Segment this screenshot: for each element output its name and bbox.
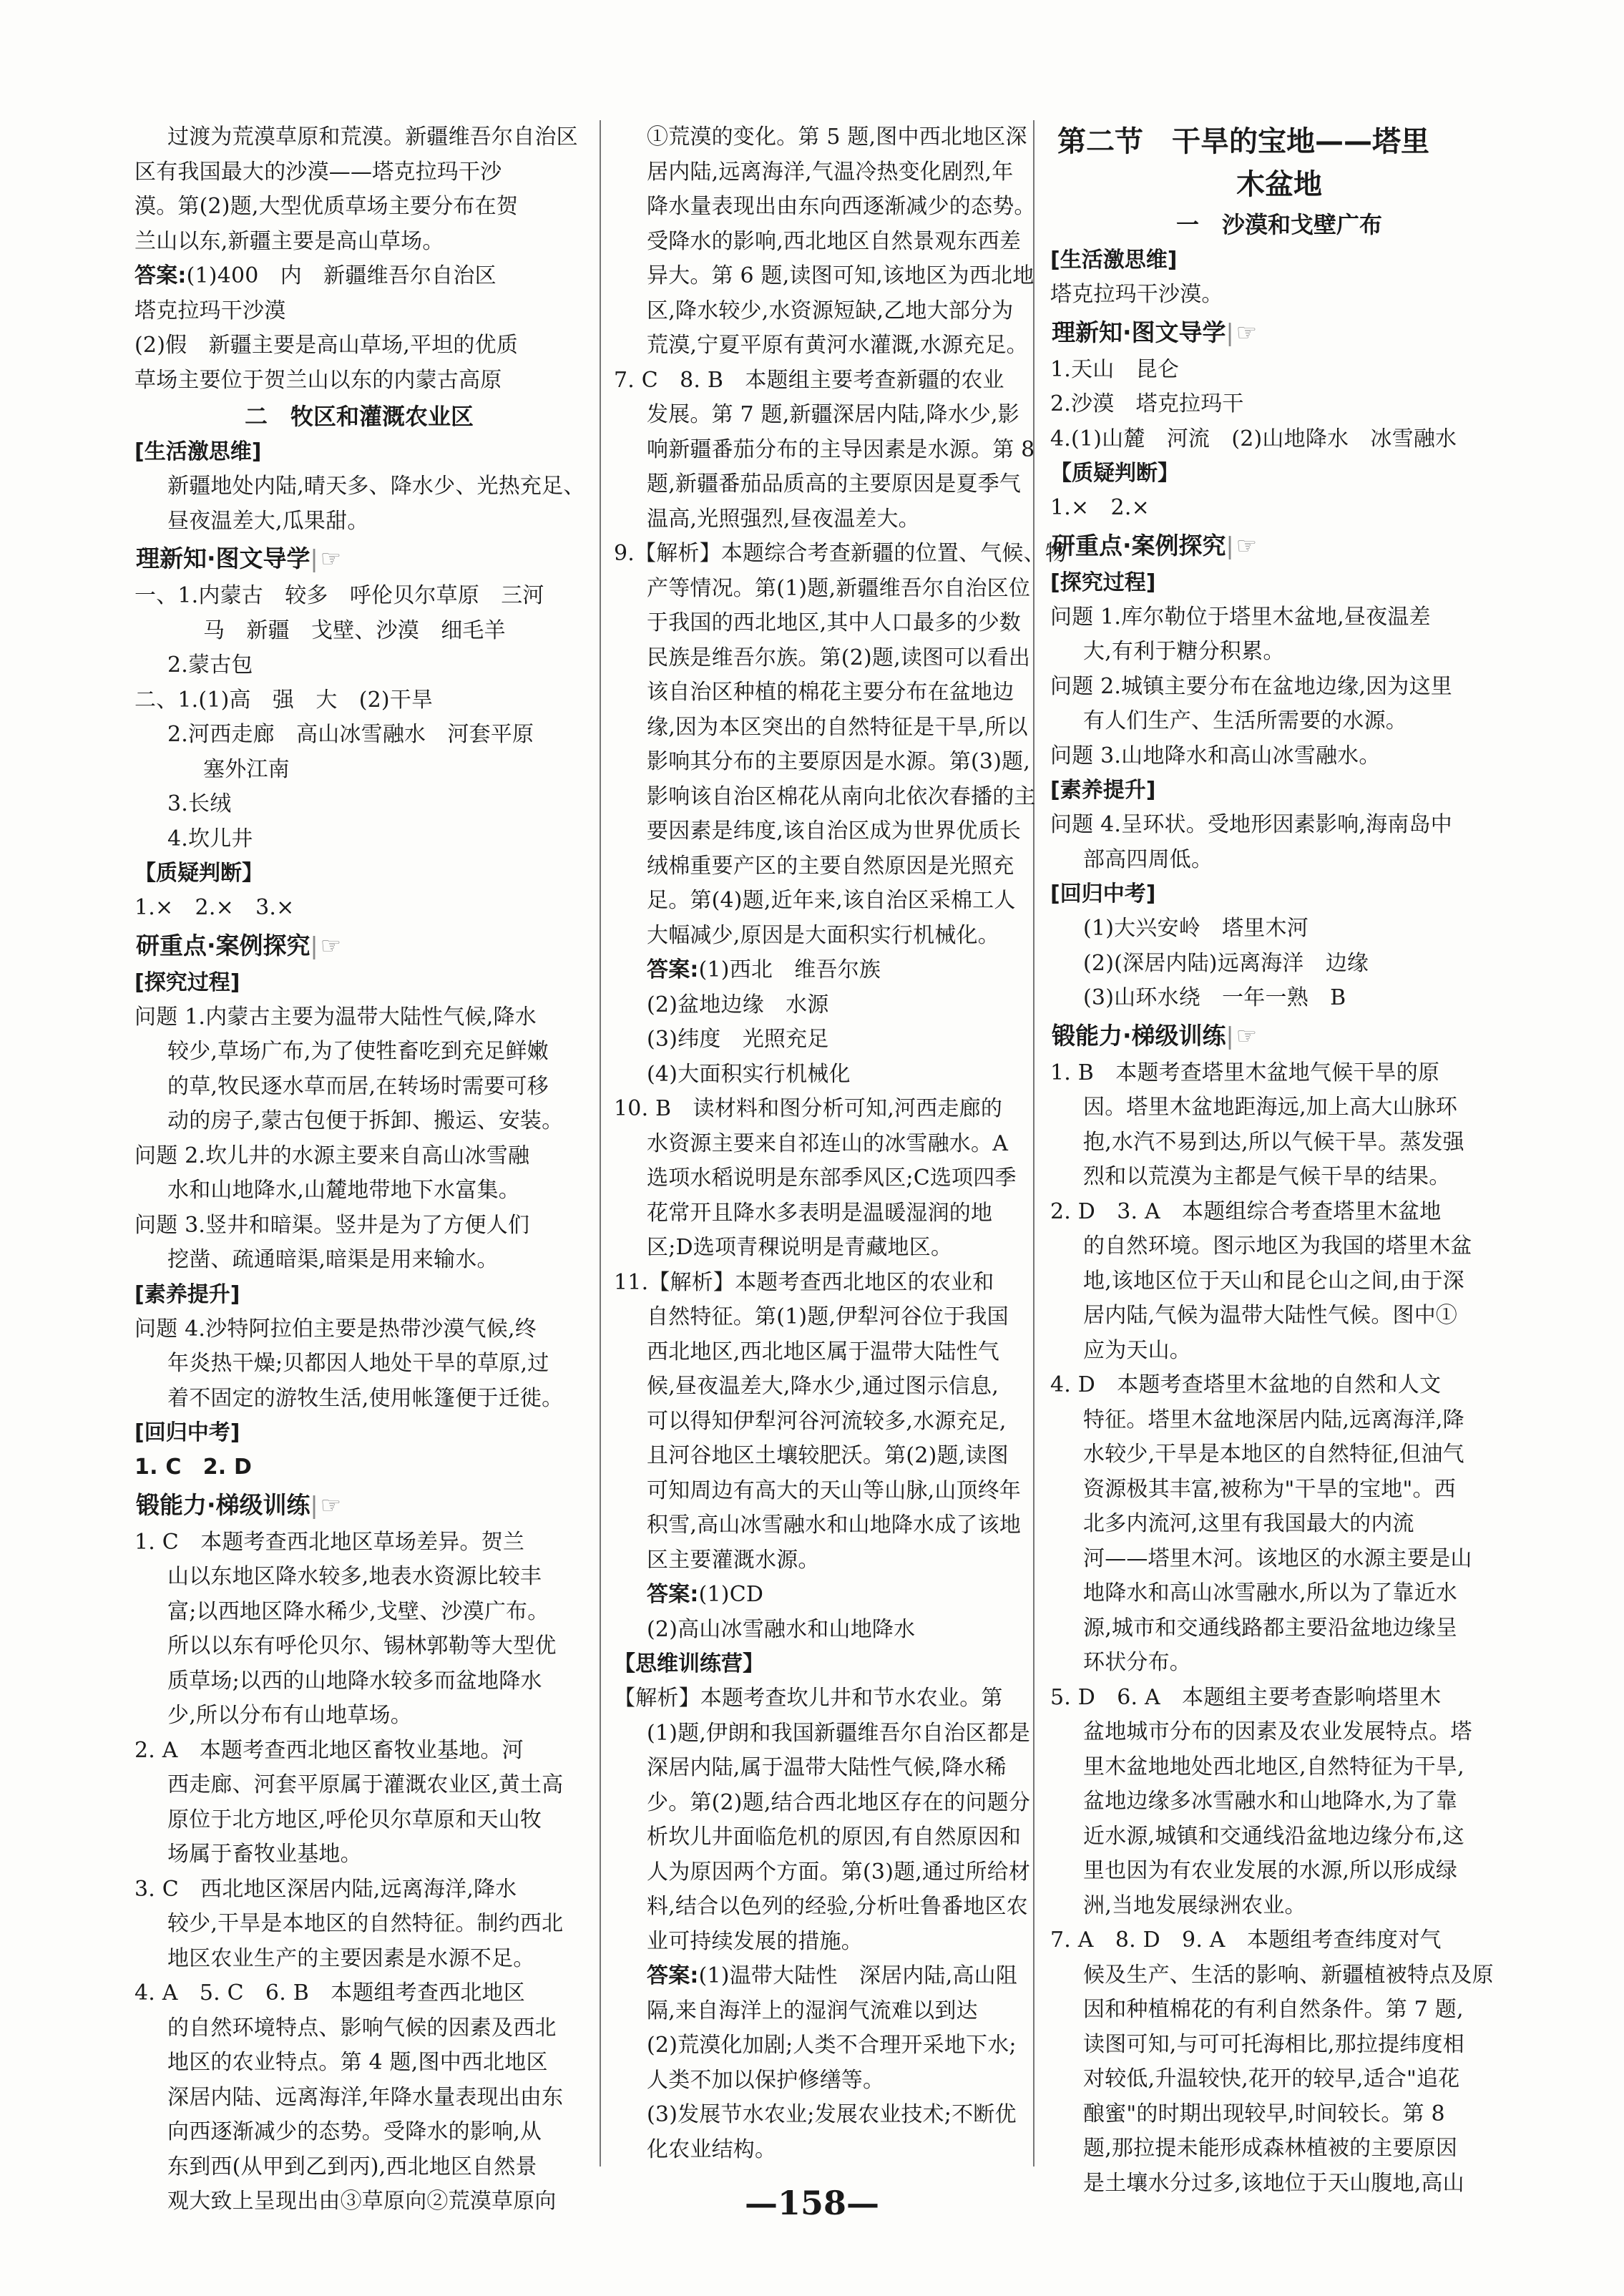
text-line: 北多内流河,这里有我国最大的内流 bbox=[1083, 1511, 1414, 1536]
answer-line: (3)发展节水农业;发展农业技术;不断优 bbox=[647, 2102, 1017, 2127]
text-line: 5. D 6. A 本题组主要考查影响塔里木 bbox=[1050, 1684, 1442, 1710]
text-line: 山以东地区降水较多,地表水资源比较丰 bbox=[167, 1564, 542, 1589]
text-line: 问题 3.山地降水和高山冰雪融水。 bbox=[1050, 743, 1381, 768]
text-line: (1)题,伊朗和我国新疆维吾尔自治区都是 bbox=[647, 1720, 1031, 1746]
text-line: 特征。塔里木盆地深居内陆,远离海洋,降 bbox=[1083, 1407, 1464, 1432]
answer-label: 答案: bbox=[647, 1582, 699, 1607]
answer-line: (2)盆地边缘 水源 bbox=[647, 992, 829, 1017]
answer-line: 人类不加以保护修缮等。 bbox=[647, 2067, 885, 2093]
list-item: 4.(1)山麓 河流 (2)山地降水 冰雪融水 bbox=[1050, 426, 1457, 451]
answer-label: 答案: bbox=[647, 957, 699, 982]
list-item: 二、1.(1)高 强 大 (2)干旱 bbox=[134, 687, 434, 713]
text-line: 地降水和高山冰雪融水,所以为了靠近水 bbox=[1083, 1581, 1458, 1606]
text-line: 11.【解析】本题考查西北地区的农业和 bbox=[614, 1269, 994, 1295]
text-line: 酿蜜"的时期出现较早,时间较长。第 8 bbox=[1083, 2101, 1445, 2126]
list-item: 4.坎儿井 bbox=[167, 826, 253, 851]
back-answers: 1. C 2. D bbox=[134, 1455, 253, 1480]
text-line: 环状分布。 bbox=[1083, 1650, 1191, 1675]
text-line: 烈和以荒漠为主都是气候干旱的结果。 bbox=[1083, 1164, 1451, 1189]
list-item: 一、1.内蒙古 较多 呼伦贝尔草原 三河 bbox=[134, 583, 544, 608]
text-line: 少,所以分布有山地草场。 bbox=[167, 1703, 412, 1728]
text-line: 问题 4.沙特阿拉伯主要是热带沙漠气候,终 bbox=[134, 1316, 537, 1342]
list-item: 2.河西走廊 高山冰雪融水 河套平原 bbox=[167, 722, 534, 747]
list-item: 2.沙漠 塔克拉玛干 bbox=[1050, 391, 1244, 416]
text-line: 着不固定的游牧生活,使用帐篷便于迁徙。 bbox=[167, 1385, 564, 1411]
text-line: 绒棉重要产区的主要自然原因是光照充 bbox=[647, 853, 1014, 879]
section-head-new-knowledge: 理新知·图文导学|☞ bbox=[136, 544, 344, 572]
text-line: 盆地城市分布的因素及农业发展特点。塔 bbox=[1083, 1719, 1472, 1744]
text-line: 且河谷地区土壤较肥沃。第(2)题,读图 bbox=[647, 1443, 1009, 1468]
pointer-icon: |☞ bbox=[310, 1490, 344, 1519]
pointer-icon: |☞ bbox=[1226, 1021, 1260, 1050]
life-label: [生活激思维] bbox=[1050, 248, 1178, 273]
column-1 bbox=[134, 120, 584, 2219]
text-line: 富;以西地区降水稀少,戈壁、沙漠广布。 bbox=[167, 1598, 549, 1624]
text-line: 选项水稻说明是东部季风区;C选项四季 bbox=[647, 1166, 1017, 1191]
answer-line: 塔克拉玛干沙漠 bbox=[134, 298, 286, 323]
text-line: 发展。第 7 题,新疆深居内陆,降水少,影 bbox=[647, 402, 1019, 427]
text-line: 问题 2.城镇主要分布在盆地边缘,因为这里 bbox=[1050, 673, 1452, 699]
text-line: 2. D 3. A 本题组综合考查塔里木盆地 bbox=[1050, 1198, 1442, 1224]
text-line: 较少,草场广布,为了使牲畜吃到充足鲜嫩 bbox=[167, 1039, 549, 1064]
text-line: 受降水的影响,西北地区自然景观东西差 bbox=[647, 228, 1022, 254]
text-line: 地区的农业特点。第 4 题,图中西北地区 bbox=[167, 2050, 548, 2075]
text-line: 料,结合以色列的经验,分析吐鲁番地区农 bbox=[647, 1894, 1028, 1919]
text-line: 【解析】本题考查坎儿井和节水农业。第 bbox=[614, 1686, 1003, 1711]
answer-line: 化农业结构。 bbox=[647, 2136, 777, 2162]
text-line: 因。塔里木盆地距海远,加上高大山脉环 bbox=[1083, 1095, 1458, 1120]
text-line: 少。第(2)题,结合西北地区存在的问题分 bbox=[647, 1789, 1031, 1815]
text-line: 影响其分布的主要原因是水源。第(3)题, bbox=[647, 749, 1031, 774]
text-line: 读图可知,与可可托海相比,那拉提纬度相 bbox=[1083, 2031, 1464, 2057]
text-line: 西走廊、河套平原属于灌溉农业区,黄土高 bbox=[167, 1772, 564, 1797]
text-line: 塔克拉玛干沙漠。 bbox=[1050, 282, 1223, 307]
text-line: 缘,因为本区突出的自然特征是干旱,所以 bbox=[647, 714, 1028, 740]
text-line: 4. A 5. C 6. B 本题组考查西北地区 bbox=[134, 1980, 525, 2006]
text-line: 问题 3.竖井和暗渠。竖井是为了方便人们 bbox=[134, 1212, 530, 1238]
text-line: 9.【解析】本题综合考查新疆的位置、气候、物 bbox=[614, 541, 1067, 566]
text-line: 场属于畜牧业基地。 bbox=[167, 1842, 362, 1867]
text-line: 水和山地降水,山麓地带地下水富集。 bbox=[167, 1178, 520, 1203]
text-line: 深居内陆、远离海洋,年降水量表现出由东 bbox=[167, 2084, 564, 2110]
answer-line: 答案:(1)CD bbox=[647, 1582, 764, 1607]
text-line: 资源极其丰富,被称为"干旱的宝地"。西 bbox=[1083, 1476, 1456, 1502]
text-line: 对较低,升温较快,花开的较早,适合"追花 bbox=[1083, 2066, 1460, 2091]
back-label: [回归中考] bbox=[1050, 881, 1156, 907]
text-line: 题,那拉提未能形成森林植被的主要原因 bbox=[1083, 2136, 1458, 2161]
subsection-title: 一 沙漠和戈壁广布 bbox=[1175, 211, 1382, 238]
text-line: 的自然环境。图示地区为我国的塔里木盆 bbox=[1083, 1234, 1472, 1259]
answer-label: 答案: bbox=[134, 263, 187, 288]
text-line: 因和种植棉花的有利自然条件。第 7 题, bbox=[1083, 1997, 1464, 2022]
text-line: 民族是维吾尔族。第(2)题,读图可以看出 bbox=[647, 645, 1031, 670]
list-item: 马 新疆 戈壁、沙漠 细毛羊 bbox=[203, 617, 506, 643]
text-line: 盆地边缘多冰雪融水和山地降水,为了靠 bbox=[1083, 1789, 1458, 1814]
text-line: 区;D选项青稞说明是青藏地区。 bbox=[647, 1235, 953, 1260]
section-head-new-knowledge: 理新知·图文导学|☞ bbox=[1052, 318, 1260, 346]
pointer-icon: |☞ bbox=[310, 931, 344, 959]
text-line: 1. C 本题考查西北地区草场差异。贺兰 bbox=[134, 1529, 525, 1555]
text-line: 地,该地区位于天山和昆仑山之间,由于深 bbox=[1083, 1268, 1464, 1294]
text-line: 漠。第(2)题,大型优质草场主要分布在贺 bbox=[134, 194, 519, 219]
answer-line: (3)纬度 光照充足 bbox=[647, 1027, 829, 1052]
section-head-research: 研重点·案例探究|☞ bbox=[136, 931, 344, 959]
text-line: 向西逐渐减少的态势。受降水的影响,从 bbox=[167, 2119, 542, 2144]
text-line: 7. C 8. B 本题组主要考查新疆的农业 bbox=[614, 367, 1004, 393]
text-line: 较少,干旱是本地区的自然特征。制约西北 bbox=[167, 1911, 564, 1936]
text-line: 源,城市和交通线路都主要沿盆地边缘呈 bbox=[1083, 1615, 1458, 1641]
text-line: 观大致上呈现出由③草原向②荒漠草原向 bbox=[167, 2189, 557, 2214]
section-title-cont: 木盆地 bbox=[1236, 168, 1322, 201]
list-item: 3.长绒 bbox=[167, 791, 232, 816]
text-line: 有人们生产、生活所需要的水源。 bbox=[1083, 708, 1407, 733]
text-line: (2)(深居内陆)远离海洋 边缘 bbox=[1083, 950, 1369, 976]
text-line: 异大。第 6 题,读图可知,该地区为西北地 bbox=[647, 263, 1034, 288]
section-title: 第二节 干旱的宝地——塔里 bbox=[1057, 125, 1429, 158]
text-line: 4. D 本题考查塔里木盆地的自然和人文 bbox=[1050, 1372, 1442, 1397]
answer-line: (2)高山冰雪融水和山地降水 bbox=[647, 1616, 916, 1642]
text-line: 居内陆,远离海洋,气温冷热变化剧烈,年 bbox=[647, 159, 1014, 185]
answer-line: (2)荒漠化加剧;人类不合理开采地下水; bbox=[647, 2033, 1017, 2058]
quality-label: [素养提升] bbox=[1050, 778, 1156, 803]
text-line: 过渡为荒漠草原和荒漠。新疆维吾尔自治区 bbox=[167, 124, 578, 150]
text-line: 应为天山。 bbox=[1083, 1337, 1191, 1363]
text-line: 问题 2.坎儿井的水源主要来自高山冰雪融 bbox=[134, 1143, 530, 1168]
text-line: 人为原因两个方面。第(3)题,通过所给材 bbox=[647, 1859, 1031, 1885]
text-line: 是土壤水分过多,该地位于天山腹地,高山 bbox=[1083, 2170, 1464, 2196]
text-line: 响新疆番茄分布的主导因素是水源。第 8 bbox=[647, 436, 1035, 462]
back-label: [回归中考] bbox=[134, 1420, 240, 1445]
column-divider-left bbox=[600, 120, 601, 2166]
subsection-title: 二 牧区和灌溉农业区 bbox=[244, 403, 474, 430]
text-line: 西北地区,西北地区属于温带大陆性气 bbox=[647, 1339, 999, 1364]
text-line: 原位于北方地区,呼伦贝尔草原和天山牧 bbox=[167, 1807, 542, 1832]
life-label: [生活激思维] bbox=[134, 439, 262, 464]
judge-answers: 1.× 2.× bbox=[1050, 495, 1150, 520]
text-line: 部高四周低。 bbox=[1083, 846, 1213, 872]
judge-label: 【质疑判断】 bbox=[1050, 461, 1179, 486]
text-line: 产等情况。第(1)题,新疆维吾尔自治区位 bbox=[647, 575, 1031, 601]
text-line: 2. A 本题考查西北地区畜牧业基地。河 bbox=[134, 1737, 524, 1763]
text-line: 可知周边有高大的天山等山脉,山顶终年 bbox=[647, 1477, 1022, 1503]
judge-label: 【质疑判断】 bbox=[134, 861, 263, 886]
text-line: 影响该自治区棉花从南向北依次春播的主 bbox=[647, 783, 1036, 809]
text-line: ①荒漠的变化。第 5 题,图中西北地区深 bbox=[647, 124, 1027, 150]
text-line: 区,降水较少,水资源短缺,乙地大部分为 bbox=[647, 298, 1014, 323]
text-line: 自然特征。第(1)题,伊犁河谷位于我国 bbox=[647, 1304, 1009, 1329]
text-line: 要因素是纬度,该自治区成为世界优质长 bbox=[647, 819, 1022, 844]
text-line: 的草,牧民逐水草而居,在转场时需要可移 bbox=[167, 1073, 549, 1099]
text-line: 题,新疆番茄品质高的主要原因是夏季气 bbox=[647, 472, 1022, 497]
list-item: 1.天山 昆仑 bbox=[1050, 356, 1180, 382]
text-line: 的自然环境特点、影响气候的因素及西北 bbox=[167, 2015, 557, 2041]
text-line: 居内陆,气候为温带大陆性气候。图中① bbox=[1083, 1303, 1458, 1328]
text-line: 新疆地处内陆,晴天多、降水少、光热充足、 bbox=[167, 474, 585, 499]
text-line: 问题 4.呈环状。受地形因素影响,海南岛中 bbox=[1050, 812, 1452, 837]
camp-label: 【思维训练营】 bbox=[614, 1651, 764, 1676]
answer-line: 草场主要位于贺兰山以东的内蒙古高原 bbox=[134, 367, 502, 393]
answer-line bbox=[134, 259, 584, 294]
text-line: 洲,当地发展绿洲农业。 bbox=[1083, 1892, 1306, 1918]
text-line: 该自治区种植的棉花主要分布在盆地边 bbox=[647, 680, 1014, 705]
text-line: 业可持续发展的措施。 bbox=[647, 1928, 863, 1954]
column-2 bbox=[614, 120, 1067, 2167]
text-line: 候及生产、生活的影响、新疆植被特点及原 bbox=[1083, 1962, 1494, 1988]
text-line: 7. A 8. D 9. A 本题组考查纬度对气 bbox=[1050, 1928, 1442, 1953]
intro-text bbox=[134, 120, 584, 259]
text-line: 1. B 本题考查塔里木盆地气候干旱的原 bbox=[1050, 1060, 1440, 1085]
text-line: 昼夜温差大,瓜果甜。 bbox=[167, 508, 369, 534]
answer-line: 答案:(1)西北 维吾尔族 bbox=[647, 957, 881, 982]
text-line: 3. C 西北地区深居内陆,远离海洋,降水 bbox=[134, 1876, 517, 1902]
text-line: 温高,光照强烈,昼夜温差大。 bbox=[647, 506, 920, 532]
text-line: 里也因为有农业发展的水源,所以形成绿 bbox=[1083, 1858, 1458, 1883]
section-head-train: 锻能力·梯级训练|☞ bbox=[1052, 1021, 1260, 1050]
text-line: 里木盆地地处西北地区,自然特征为干旱, bbox=[1083, 1754, 1464, 1779]
text-line: 10. B 读材料和图分析可知,河西走廊的 bbox=[614, 1096, 1003, 1121]
text-line: 所以以东有呼伦贝尔、锡林郭勒等大型优 bbox=[167, 1633, 557, 1659]
text-line: 质草场;以西的山地降水较多而盆地降水 bbox=[167, 1668, 542, 1694]
text-line: 大幅减少,原因是大面积实行机械化。 bbox=[647, 922, 999, 948]
process-label: [探究过程] bbox=[134, 969, 240, 995]
answer-label: 答案: bbox=[647, 1963, 699, 1988]
judge-answers: 1.× 2.× 3.× bbox=[134, 895, 295, 920]
text-line: 水资源主要来自祁连山的冰雪融水。A bbox=[647, 1130, 1009, 1156]
list-item: 2.蒙古包 bbox=[167, 653, 253, 678]
text-line: 河——塔里木河。该地区的水源主要是山 bbox=[1083, 1545, 1472, 1571]
text-line: 深居内陆,属于温带大陆性气候,降水稀 bbox=[647, 1755, 1007, 1780]
text-line: 问题 1.内蒙古主要为温带大陆性气候,降水 bbox=[134, 1004, 537, 1030]
text-line: 荒漠,宁夏平原有黄河水灌溉,水源充足。 bbox=[647, 333, 1028, 358]
text-line: 降水量表现出由东向西逐渐减少的态势。 bbox=[647, 194, 1036, 219]
text-line: 于我国的西北地区,其中人口最多的少数 bbox=[647, 610, 1022, 635]
page-number: —158— bbox=[744, 2184, 880, 2222]
text-line: 挖凿、疏通暗渠,暗渠是用来输水。 bbox=[167, 1247, 499, 1272]
answer-text: (1)400 内 新疆维吾尔自治区 bbox=[186, 263, 497, 288]
answer-line: (2)假 新疆主要是高山草场,平坦的优质 bbox=[134, 333, 519, 358]
text-line: 抱,水汽不易到达,所以气候干旱。蒸发强 bbox=[1083, 1129, 1464, 1155]
text-line: 区有我国最大的沙漠——塔克拉玛干沙 bbox=[134, 159, 502, 185]
section-head-research: 研重点·案例探究|☞ bbox=[1052, 531, 1260, 560]
pointer-icon: |☞ bbox=[310, 544, 344, 572]
process-label: [探究过程] bbox=[1050, 570, 1156, 595]
text-line: 花常开且降水多表明是温暖湿润的地 bbox=[647, 1200, 993, 1226]
answer-line: 答案:(1)温带大陆性 深居内陆,高山阻 bbox=[647, 1963, 1018, 1988]
pointer-icon: |☞ bbox=[1226, 318, 1260, 346]
answer-line: 隔,来自海洋上的湿润气流难以到达 bbox=[647, 1998, 978, 2023]
answer-line: (4)大面积实行机械化 bbox=[647, 1061, 851, 1087]
text-line: 水较少,干旱是本地区的自然特征,但油气 bbox=[1083, 1442, 1464, 1467]
text-line: 兰山以东,新疆主要是高山草场。 bbox=[134, 228, 444, 254]
text-line: 足。第(4)题,近年来,该自治区采棉工人 bbox=[647, 888, 1016, 913]
column-3 bbox=[1050, 120, 1508, 2201]
text-line: (3)山环水绕 一年一熟 B bbox=[1083, 985, 1346, 1010]
text-line: 可以得知伊犁河谷河流较多,水源充足, bbox=[647, 1408, 1007, 1434]
text-line: 地区农业生产的主要因素是水源不足。 bbox=[167, 1945, 535, 1971]
list-item: 塞外江南 bbox=[203, 756, 290, 782]
section-head-train: 锻能力·梯级训练|☞ bbox=[136, 1490, 344, 1519]
quality-label: [素养提升] bbox=[134, 1281, 240, 1307]
text-line: 区主要灌溉水源。 bbox=[647, 1547, 820, 1573]
text-line: 问题 1.库尔勒位于塔里木盆地,昼夜温差 bbox=[1050, 604, 1431, 630]
text-line: 候,昼夜温差大,降水少,通过图示信息, bbox=[647, 1374, 999, 1399]
text-line: (1)大兴安岭 塔里木河 bbox=[1083, 916, 1309, 941]
pointer-icon: |☞ bbox=[1226, 531, 1260, 560]
text-line: 动的房子,蒙古包便于拆卸、搬运、安装。 bbox=[167, 1108, 564, 1133]
text-line: 近水源,城镇和交通线沿盆地边缘分布,这 bbox=[1083, 1823, 1464, 1849]
text-line: 东到西(从甲到乙到丙),西北地区自然景 bbox=[167, 2154, 537, 2179]
text-line: 析坎儿井面临危机的原因,有自然原因和 bbox=[647, 1824, 1022, 1850]
text-line: 积雪,高山冰雪融水和山地降水成了该地 bbox=[647, 1513, 1022, 1538]
text-line: 大,有利于糖分积累。 bbox=[1083, 639, 1285, 664]
text-line: 年炎热干燥;贝都因人地处干旱的草原,过 bbox=[167, 1351, 549, 1376]
